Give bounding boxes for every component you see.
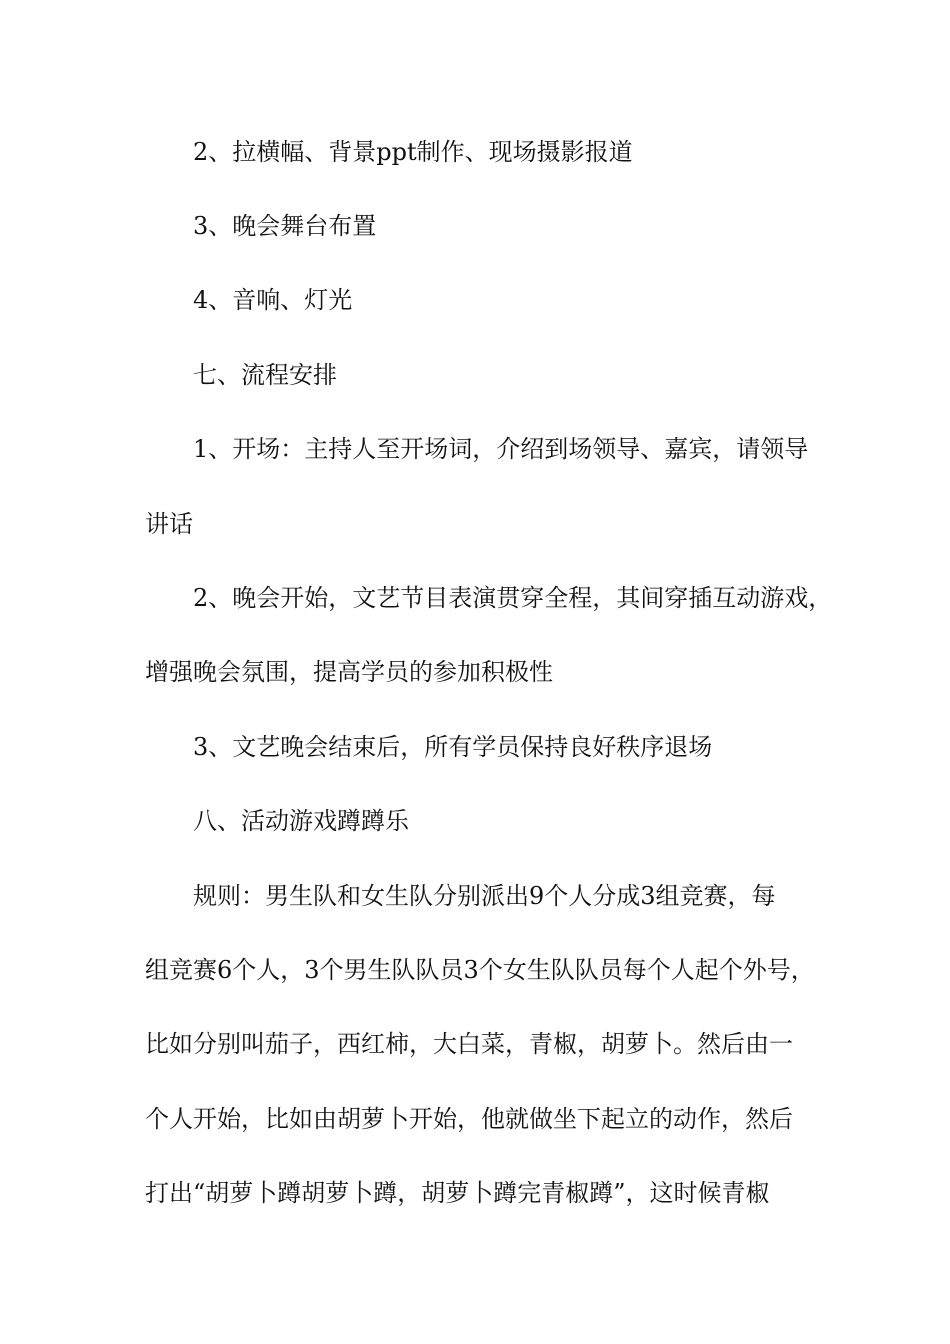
text-line: 个人开始，比如由胡萝卜开始，他就做坐下起立的动作，然后 <box>145 1105 793 1133</box>
text-line: 打出“胡萝卜蹲胡萝卜蹲，胡萝卜蹲完青椒蹲”，这时候青椒 <box>145 1179 770 1207</box>
text-line: 规则：男生队和女生队分别派出9个人分成3组竞赛，每 <box>193 882 776 910</box>
text-line: 讲话 <box>145 510 193 538</box>
text-line: 比如分别叫茄子，西红柿，大白菜，青椒，胡萝卜。然后由一 <box>145 1030 793 1058</box>
text-line: 2、拉横幅、背景ppt制作、现场摄影报道 <box>193 138 633 166</box>
text-line: 3、晚会舞台布置 <box>193 212 377 240</box>
text-line: 3、文艺晚会结束后，所有学员保持良好秩序退场 <box>193 733 713 761</box>
text-line: 2、晚会开始，文艺节目表演贯穿全程，其间穿插互动游戏， <box>193 584 833 612</box>
text-line: 1、开场：主持人至开场词，介绍到场领导、嘉宾，请领导 <box>193 435 809 463</box>
section-heading: 七、流程安排 <box>193 361 337 389</box>
text-line: 组竞赛6个人，3个男生队队员3个女生队队员每个人起个外号， <box>145 956 815 984</box>
text-line: 增强晚会氛围，提高学员的参加积极性 <box>145 658 553 686</box>
text-line: 4、音响、灯光 <box>193 286 353 314</box>
section-heading: 八、活动游戏蹲蹲乐 <box>193 807 409 835</box>
